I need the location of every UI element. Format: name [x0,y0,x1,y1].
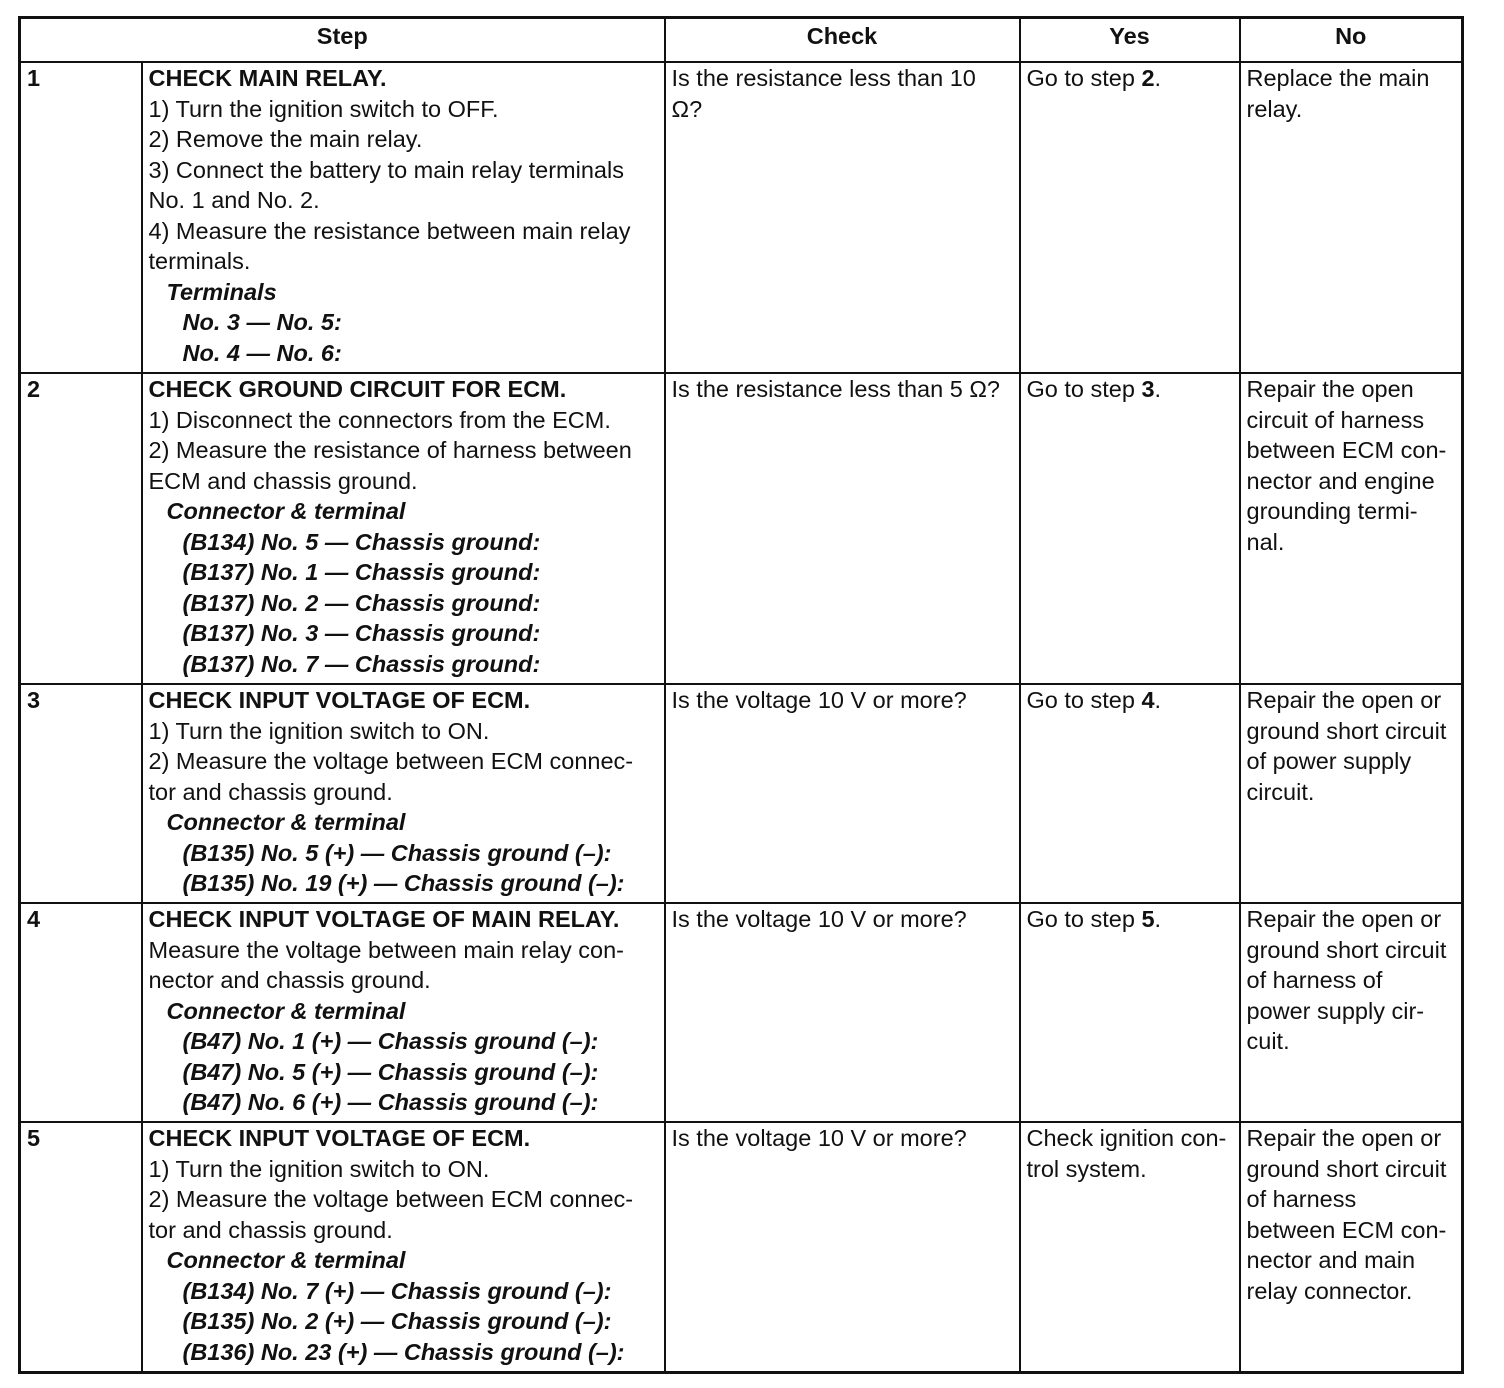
step-line: 1) Disconnect the connectors from the ECM. [148,406,611,433]
yes-step-number: 2 [1141,65,1155,91]
step-title: CHECK GROUND CIRCUIT FOR ECM. [148,376,567,402]
no-line: of harness [1246,1186,1357,1212]
yes-step-number: 4 [1141,687,1155,713]
step-subheading: Terminals [166,278,277,305]
step-line: 2) Measure the resistance of harness between [148,437,632,463]
table-row [20,1122,1463,1372]
no-line: power supply cir- [1246,997,1425,1024]
step-terminal: No. 4 — No. 6: [182,339,342,366]
check-cell [665,62,1020,373]
step-subheading: Connector & terminal [166,498,406,524]
check-line: Is the voltage 10 V or more? [671,906,967,932]
no-line: between ECM con- [1246,437,1447,463]
yes-line [1027,1123,1233,1154]
step-subheading: Connector & terminal [166,1247,406,1273]
step-terminal: (B47) No. 1 (+) — Chassis ground (–): [182,1028,599,1054]
yes-line [1027,685,1233,716]
step-subheading: Connector & terminal [166,809,406,835]
check-line: Is the voltage 10 V or more? [671,687,967,713]
check-line: Is the resistance less than 10 [671,65,976,91]
step-terminal: (B137) No. 7 — Chassis ground: [182,650,541,677]
check-cell [665,684,1020,903]
yes-line [1027,904,1233,935]
header-check: Check [665,18,1020,63]
step-line: 1) Turn the ignition switch to OFF. [148,95,499,122]
step-number: 2 [20,373,142,684]
yes-step-number: 5 [1141,906,1155,932]
no-line: cuit. [1246,1028,1290,1054]
no-line: ground short circuit [1246,936,1447,963]
step-cell [142,1122,665,1372]
no-line: of power supply [1246,748,1412,774]
step-line: 2) Measure the voltage between ECM connec- [148,748,634,774]
yes-line: trol system. [1026,1155,1147,1182]
no-line: nector and engine [1246,467,1435,494]
no-line: Repair the open or [1246,906,1442,932]
step-title: CHECK INPUT VOLTAGE OF ECM. [148,1125,531,1151]
yes-line [1027,374,1233,405]
no-cell [1240,1122,1463,1372]
yes-text-end: . [1154,65,1162,91]
no-line: of harness of [1246,967,1383,993]
yes-text: Go to step [1026,65,1142,91]
yes-text: Check ignition con- [1026,1125,1227,1151]
no-cell [1240,684,1463,903]
step-terminal: (B135) No. 5 (+) — Chassis ground (–): [182,839,612,866]
yes-cell [1020,373,1240,684]
step-terminal: (B134) No. 7 (+) — Chassis ground (–): [182,1277,612,1304]
check-cell [665,903,1020,1122]
step-terminal: (B137) No. 3 — Chassis ground: [182,620,541,646]
step-terminal: (B47) No. 6 (+) — Chassis ground (–): [182,1089,599,1115]
step-line: No. 1 and No. 2. [148,187,320,213]
no-line: circuit. [1246,778,1315,805]
yes-cell [1020,684,1240,903]
step-line: tor and chassis ground. [148,778,393,805]
step-line: Measure the voltage between main relay con- [148,936,624,963]
no-line: relay. [1246,95,1303,122]
header-row [20,18,1463,63]
table-row [20,903,1463,1122]
check-line: Is the voltage 10 V or more? [671,1125,967,1151]
yes-text: Go to step [1026,376,1142,402]
header-no: No [1240,18,1463,63]
no-line: nector and main [1246,1247,1416,1273]
check-line: Ω? [671,95,703,122]
step-terminal: (B136) No. 23 (+) — Chassis ground (–): [182,1338,625,1365]
step-terminal: (B137) No. 1 — Chassis ground: [182,559,541,585]
step-terminal: (B47) No. 5 (+) — Chassis ground (–): [182,1058,599,1085]
yes-cell [1020,62,1240,373]
no-line: relay connector. [1246,1277,1413,1304]
no-cell [1240,62,1463,373]
step-terminal: (B135) No. 2 (+) — Chassis ground (–): [182,1308,612,1334]
step-terminal: (B137) No. 2 — Chassis ground: [182,589,541,616]
no-line: Repair the open or [1246,687,1442,713]
yes-text-end: . [1154,376,1162,402]
diagnostic-table [18,16,1464,1374]
no-line: between ECM con- [1246,1216,1447,1243]
step-terminal: (B135) No. 19 (+) — Chassis ground (–): [182,870,625,896]
yes-text: Go to step [1026,687,1142,713]
step-cell [142,684,665,903]
step-number: 3 [20,684,142,903]
step-title: CHECK MAIN RELAY. [148,65,387,91]
no-line: nal. [1246,528,1285,555]
check-line: Is the resistance less than 5 Ω? [671,376,1000,402]
yes-cell [1020,1122,1240,1372]
yes-step-number: 3 [1141,376,1155,402]
yes-text-end: . [1154,906,1162,932]
step-subheading: Connector & terminal [166,997,406,1024]
step-cell [142,373,665,684]
step-line: 3) Connect the battery to main relay terminals [148,156,624,183]
step-title: CHECK INPUT VOLTAGE OF MAIN RELAY. [148,906,620,932]
no-line: ground short circuit [1246,717,1447,744]
step-line: 2) Remove the main relay. [148,126,423,152]
check-cell [665,1122,1020,1372]
step-number: 4 [20,903,142,1122]
step-line: ECM and chassis ground. [148,467,418,494]
no-line: Replace the main [1246,65,1430,91]
no-line: circuit of harness [1246,406,1425,433]
step-line: 4) Measure the resistance between main relay [148,217,631,244]
no-line: ground short circuit [1246,1155,1447,1182]
no-cell [1240,373,1463,684]
yes-cell [1020,903,1240,1122]
step-line: terminals. [148,248,251,274]
step-cell [142,903,665,1122]
step-number: 5 [20,1122,142,1372]
step-line: 1) Turn the ignition switch to ON. [148,1155,490,1182]
step-line: 2) Measure the voltage between ECM connec- [148,1186,634,1212]
table-row [20,62,1463,373]
step-number: 1 [20,62,142,373]
step-title: CHECK INPUT VOLTAGE OF ECM. [148,687,531,713]
step-line: nector and chassis ground. [148,967,431,993]
step-cell [142,62,665,373]
yes-text: Go to step [1026,906,1142,932]
no-cell [1240,903,1463,1122]
yes-text-end: . [1154,687,1162,713]
no-line: grounding termi- [1246,498,1418,524]
step-terminal: No. 3 — No. 5: [182,309,342,335]
step-line: tor and chassis ground. [148,1216,393,1243]
no-line: Repair the open [1246,376,1414,402]
check-cell [665,373,1020,684]
header-step: Step [20,18,665,63]
no-line: Repair the open or [1246,1125,1442,1151]
yes-line [1027,63,1233,94]
step-terminal: (B134) No. 5 — Chassis ground: [182,528,541,555]
table-row [20,373,1463,684]
header-yes: Yes [1020,18,1240,63]
table-row [20,684,1463,903]
step-line: 1) Turn the ignition switch to ON. [148,717,490,744]
